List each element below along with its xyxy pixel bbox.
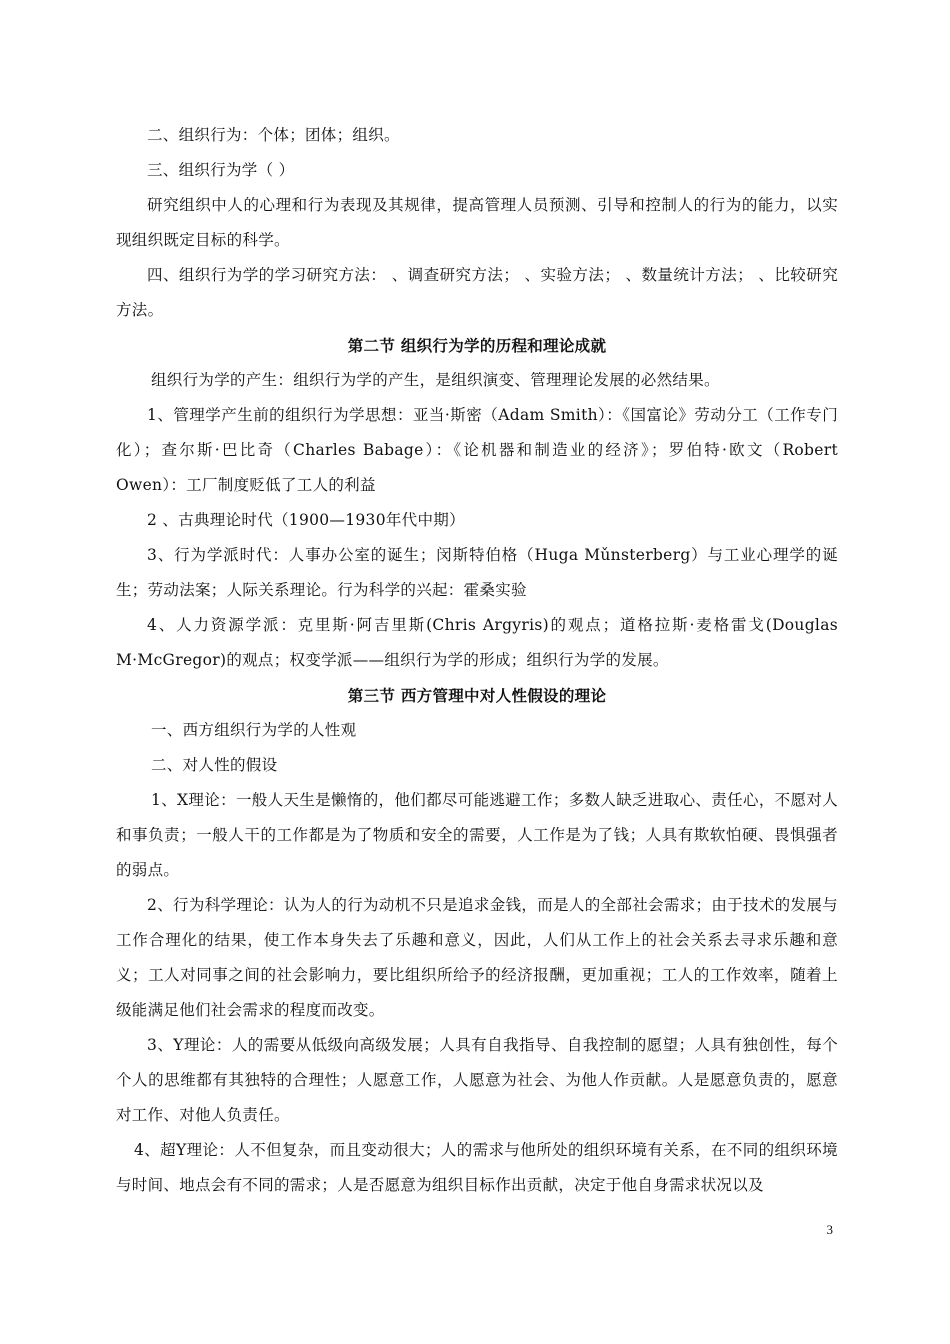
section-3-heading: 第三节 西方管理中对人性假设的理论 (347, 686, 607, 705)
pre-management-thought: 1、管理学产生前的组织行为学思想：亚当·斯密（Adam Smith）：《国富论》劳动分工（工作专门化）；查尔斯·巴比奇（Charles Babage）：《论机器和制造业的经济》；罗伯特·欧文（Robert Owen）：工厂制度贬低了工人的利益 (116, 406, 838, 494)
document-page (116, 118, 838, 1203)
classical-theory-era: 2 、古典理论时代（1900—1930年代中期） (147, 511, 465, 529)
theory-x: 1、X理论：一般人天生是懒惰的，他们都尽可能逃避工作；多数人缺乏进取心、责任心，不愿对人和事负责；一般人干的工作都是为了物质和安全的需要，人工作是为了钱；人具有欺软怕硬、畏惧强者的弱点。 (116, 791, 838, 879)
research-methods: 四、组织行为学的学习研究方法： 、调查研究方法； 、实验方法； 、数量统计方法； 、比较研究方法。 (116, 266, 838, 319)
theory-y: 3、Y理论：人的需要从低级向高级发展；人具有自我指导、自我控制的愿望；人具有独创性，每个个人的思维都有其独特的合理性；人愿意工作，人愿意为社会、为他人作贡献。人是愿意负责的，愿意对工作、对他人负责任。 (116, 1036, 838, 1124)
section-2-intro: 组织行为学的产生：组织行为学的产生，是组织演变、管理理论发展的必然结果。 (151, 371, 720, 389)
org-behavior-levels: 二、组织行为：个体；团体；组织。 (147, 126, 400, 144)
behavioral-school-era: 3、行为学派时代：人事办公室的诞生；闵斯特伯格（Huga Mǔnsterberg）与工业心理学的诞生；劳动法案；人际关系理论。行为科学的兴起：霍桑实验 (116, 546, 838, 599)
section-2-heading: 第二节 组织行为学的历程和理论成就 (347, 336, 607, 355)
human-nature-assumptions: 二、对人性的假设 (151, 756, 278, 774)
human-nature-view: 一、西方组织行为学的人性观 (151, 721, 357, 739)
org-behavior-science-title: 三、组织行为学（ ） (147, 161, 295, 179)
behavioral-science-theory: 2、行为科学理论：认为人的行为动机不只是追求金钱，而是人的全部社会需求；由于技术的发展与工作合理化的结果，使工作本身失去了乐趣和意义，因此，人们从工作上的社会关系去寻求乐趣和意义；工人对同事之间的社会影响力，要比组织所给予的经济报酬，更加重视；工人的工作效率，随着上级能满足他们社会需求的程度而改变。 (116, 896, 838, 1019)
super-y-theory: 4、超Y理论：人不但复杂，而且变动很大；人的需求与他所处的组织环境有关系，在不同的组织环境与时间、地点会有不同的需求；人是否愿意为组织目标作出贡献，决定于他自身需求状况以及 (116, 1141, 838, 1194)
org-behavior-definition: 研究组织中人的心理和行为表现及其规律，提高管理人员预测、引导和控制人的行为的能力，以实现组织既定目标的科学。 (116, 196, 838, 249)
page-number: 3 (826, 1222, 833, 1237)
human-resources-school: 4、人力资源学派：克里斯·阿吉里斯(Chris Argyris)的观点；道格拉斯·麦格雷戈(Douglas M·McGregor)的观点；权变学派——组织行为学的形成；组织行为学的发展。 (116, 616, 838, 669)
